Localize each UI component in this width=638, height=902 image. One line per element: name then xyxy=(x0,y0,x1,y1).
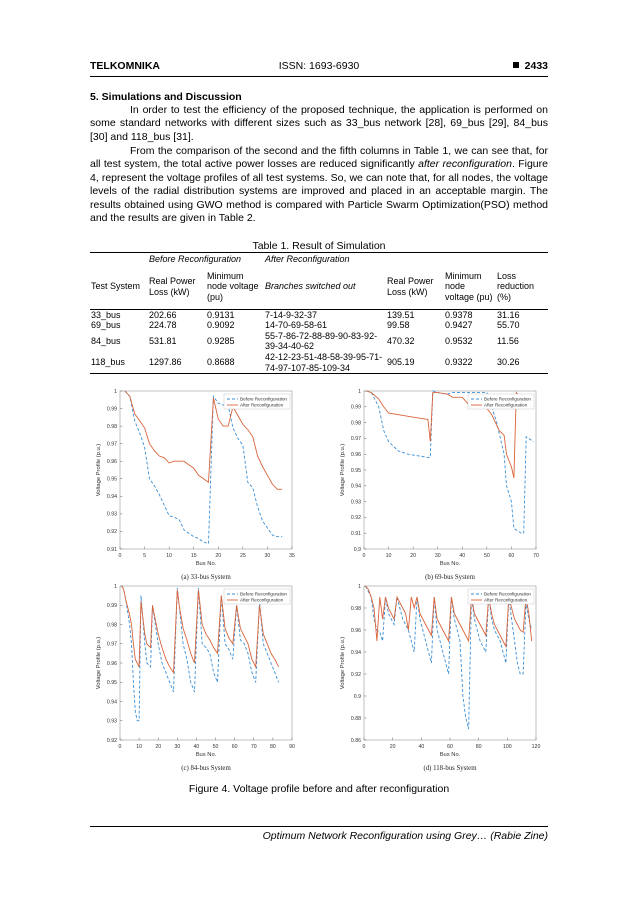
x-tick-label: 5 xyxy=(143,553,147,559)
panel-caption: (b) 69-bus System xyxy=(425,574,475,581)
page-number-block xyxy=(513,60,548,72)
x-tick-label: 10 xyxy=(385,553,392,559)
x-axis-label: Bus No. xyxy=(439,752,461,758)
x-tick-label: 0 xyxy=(118,744,122,750)
group-after: After Reconfiguration xyxy=(264,253,548,265)
y-tick-label: 0.96 xyxy=(350,452,361,458)
y-axis-label: Voltage Profile (p.u.) xyxy=(96,443,102,497)
y-axis-label: Voltage Profile (p.u.) xyxy=(340,443,346,497)
table-cell: 69_bus xyxy=(91,320,121,331)
x-tick-label: 40 xyxy=(418,744,425,750)
paragraph-1 xyxy=(90,104,548,144)
table-cell: 7-14-9-32-37 xyxy=(265,309,318,320)
table-group-row xyxy=(90,253,548,265)
chart-69-bus xyxy=(336,383,548,583)
table-cell: 0.9131 xyxy=(207,309,235,320)
table-cell: 531.81 xyxy=(149,336,177,347)
x-tick-label: 60 xyxy=(447,744,453,750)
column-header: Minimum node voltage (pu) xyxy=(206,265,264,310)
section-title: 5. Simulations and Discussion xyxy=(90,91,242,103)
table-cell: 11.56 xyxy=(497,336,519,347)
paragraph-2-text-b: . Figure 4, represent the voltage profiles of all test systems. So, we can note that, for all nodes, the voltage levels of the radial distribution systems are improved and placed in an acceptable margin. The results obtained using GWO method is compared with Particle Swarm Optimization(PSO) method and the results are given in Table 2. xyxy=(90,158,548,225)
chart-33-bus xyxy=(92,383,304,583)
y-tick-label: 0.92 xyxy=(350,671,361,678)
plot-frame xyxy=(364,391,536,549)
y-tick-label: 0.95 xyxy=(350,467,361,474)
legend-label: After Reconfiguration xyxy=(240,402,284,408)
y-tick-label: 1 xyxy=(358,583,361,590)
chart-84-bus-svg xyxy=(92,578,304,774)
y-tick-label: 1 xyxy=(114,583,117,590)
results-table xyxy=(90,252,548,374)
table-cell: 84_bus xyxy=(91,336,121,347)
column-header: Minimum node voltage (pu) xyxy=(444,265,496,310)
y-tick-label: 0.98 xyxy=(350,605,361,612)
chart-118-bus xyxy=(336,578,548,774)
x-tick-label: 60 xyxy=(231,744,238,750)
page-header xyxy=(90,60,548,77)
x-tick-label: 70 xyxy=(533,553,539,559)
table-cell: 0.9427 xyxy=(445,320,473,331)
y-tick-label: 0.99 xyxy=(350,404,361,411)
legend-label: After Reconfiguration xyxy=(484,597,528,603)
x-tick-label: 100 xyxy=(503,744,512,750)
table-header-row xyxy=(90,265,548,310)
journal-name: TELKOMNIKA xyxy=(90,60,160,72)
series-before-line xyxy=(125,391,282,544)
legend-label: Before Reconfiguration xyxy=(484,396,531,402)
figure-caption: Figure 4. Voltage profile before and after reconfiguration xyxy=(188,783,450,795)
y-tick-label: 0.92 xyxy=(350,515,361,522)
table-cell: 55-7-86-72-88-89-90-83-92-39-34-40-62 xyxy=(265,330,378,352)
footer-text: Optimum Network Reconfiguration using Grey… (Rabie Zine) xyxy=(262,830,548,842)
y-tick-label: 0.98 xyxy=(106,423,117,430)
x-tick-label: 30 xyxy=(434,553,441,559)
series-before-line xyxy=(365,586,531,729)
plot-frame xyxy=(120,586,292,740)
table-cell: 0.9322 xyxy=(444,352,496,374)
table-row xyxy=(90,309,548,320)
y-tick-label: 0.95 xyxy=(106,476,117,483)
y-tick-label: 0.96 xyxy=(106,459,117,466)
y-tick-label: 0.93 xyxy=(106,511,117,518)
y-tick-label: 0.93 xyxy=(106,718,117,725)
table-cell: 0.9092 xyxy=(207,320,235,331)
group-before: Before Reconfiguration xyxy=(148,253,264,265)
footer-rule xyxy=(90,826,548,827)
y-tick-label: 0.98 xyxy=(350,420,361,427)
y-tick-label: 0.95 xyxy=(106,680,117,687)
y-axis-label: Voltage Profile (p.u.) xyxy=(96,636,102,690)
legend-label: After Reconfiguration xyxy=(484,402,528,408)
x-axis-label: Bus No. xyxy=(195,752,217,758)
x-tick-label: 90 xyxy=(289,744,295,750)
y-tick-label: 0.97 xyxy=(106,441,117,448)
table-cell: 0.9532 xyxy=(445,336,473,347)
table-cell: 14-70-69-58-61 xyxy=(265,320,328,331)
table-cell: 0.8688 xyxy=(206,352,264,374)
y-tick-label: 0.91 xyxy=(106,546,117,553)
y-axis-label: Voltage Profile (p.u.) xyxy=(340,636,346,690)
table-row xyxy=(90,331,548,352)
column-header: Test System xyxy=(90,265,148,310)
x-tick-label: 20 xyxy=(410,553,417,559)
legend-label: After Reconfiguration xyxy=(240,597,284,603)
x-tick-label: 30 xyxy=(264,553,271,559)
y-tick-label: 1 xyxy=(358,388,361,395)
x-tick-label: 10 xyxy=(166,553,173,559)
table-cell: 0.9285 xyxy=(207,336,235,347)
y-tick-label: 0.88 xyxy=(350,715,361,722)
y-tick-label: 0.92 xyxy=(106,529,117,536)
table-cell: 0.9378 xyxy=(445,309,473,320)
y-tick-label: 0.96 xyxy=(350,627,361,634)
y-tick-label: 0.94 xyxy=(106,699,117,706)
legend-label: Before Reconfiguration xyxy=(240,591,287,597)
page-number: 2433 xyxy=(524,60,548,72)
panel-caption: (d) 118-bus System xyxy=(423,765,477,772)
x-tick-label: 0 xyxy=(362,744,366,750)
paragraph-2 xyxy=(90,145,548,225)
paragraph-2-text-a: From the comparison of the second and the fifth columns in Table 1, we can see that, for all test system, the total active power losses are reduced significantly xyxy=(90,145,548,171)
table-caption: Table 1. Result of Simulation xyxy=(252,240,386,252)
column-header: Real Power Loss (kW) xyxy=(386,265,444,310)
table-cell: 118_bus xyxy=(90,352,148,374)
table-row xyxy=(90,320,548,331)
issn: ISSN: 1693-6930 xyxy=(278,60,360,72)
y-tick-label: 0.99 xyxy=(106,406,117,413)
table-cell: 99.58 xyxy=(387,320,410,331)
x-tick-label: 20 xyxy=(155,744,162,750)
x-tick-label: 40 xyxy=(193,744,200,750)
paragraph-1-text: In order to test the efficiency of the proposed technique, the application is performed on some standard networks with different sizes such as 33_bus network [28], 69_bus [29], 84_bus [30] and 118_bus [31]. xyxy=(90,104,548,143)
table-cell: 202.66 xyxy=(149,309,177,320)
plot-frame xyxy=(120,391,292,549)
x-tick-label: 25 xyxy=(239,553,246,559)
chart-33-bus-svg xyxy=(92,383,304,583)
y-tick-label: 0.99 xyxy=(106,603,117,610)
x-tick-label: 30 xyxy=(174,744,181,750)
panel-caption: (a) 33-bus System xyxy=(181,574,231,581)
table-cell: 55.70 xyxy=(497,320,520,331)
x-tick-label: 40 xyxy=(459,553,466,559)
column-header: Loss reduction (%) xyxy=(496,265,548,310)
x-tick-label: 10 xyxy=(136,744,143,750)
y-tick-label: 0.97 xyxy=(350,436,361,443)
y-tick-label: 0.96 xyxy=(106,660,117,667)
table-cell: 905.19 xyxy=(386,352,444,374)
x-axis-label: Bus No. xyxy=(195,561,217,567)
y-tick-label: 0.9 xyxy=(353,693,361,700)
legend-label: Before Reconfiguration xyxy=(484,591,531,597)
x-tick-label: 35 xyxy=(289,553,295,559)
table-cell: 139.51 xyxy=(387,309,415,320)
x-tick-label: 80 xyxy=(475,744,482,750)
x-tick-label: 0 xyxy=(362,553,366,559)
table-cell: 224.78 xyxy=(149,320,177,331)
column-header: Real Power Loss (kW) xyxy=(148,265,206,310)
series-before-line xyxy=(367,391,534,533)
x-tick-label: 50 xyxy=(483,553,490,559)
table-cell: 33_bus xyxy=(91,309,121,320)
table-cell: 1297.86 xyxy=(148,352,206,374)
y-tick-label: 0.9 xyxy=(353,546,361,553)
chart-118-bus-svg xyxy=(336,578,548,774)
table-cell: 42-12-23-51-48-58-39-95-71-74-97-107-85-109-34 xyxy=(264,352,386,374)
chart-84-bus xyxy=(92,578,304,774)
x-axis-label: Bus No. xyxy=(439,561,461,567)
y-tick-label: 1 xyxy=(114,388,117,395)
x-tick-label: 70 xyxy=(250,744,257,750)
x-tick-label: 120 xyxy=(531,744,541,750)
table-cell: 31.16 xyxy=(497,309,520,320)
y-tick-label: 0.98 xyxy=(106,622,117,629)
x-tick-label: 20 xyxy=(389,744,396,750)
y-tick-label: 0.94 xyxy=(350,483,361,490)
y-tick-label: 0.86 xyxy=(350,737,361,744)
paragraph-2-emphasis: after reconfiguration xyxy=(418,158,512,171)
y-tick-label: 0.97 xyxy=(106,641,117,648)
x-tick-label: 50 xyxy=(212,744,219,750)
y-tick-label: 0.94 xyxy=(350,649,361,656)
y-tick-label: 0.92 xyxy=(106,737,117,744)
y-tick-label: 0.94 xyxy=(106,494,117,501)
square-bullet-icon xyxy=(513,62,519,68)
y-tick-label: 0.91 xyxy=(350,531,361,537)
table-cell: 30.26 xyxy=(496,352,548,374)
x-tick-label: 20 xyxy=(215,553,222,559)
x-tick-label: 60 xyxy=(508,553,515,559)
legend-label: Before Reconfiguration xyxy=(240,396,287,402)
table-row xyxy=(90,352,548,374)
y-tick-label: 0.93 xyxy=(350,499,361,506)
chart-69-bus-svg xyxy=(336,383,548,583)
table-cell: 470.32 xyxy=(387,336,415,347)
column-header: Branches switched out xyxy=(264,265,386,310)
x-tick-label: 80 xyxy=(269,744,276,750)
panel-caption: (c) 84-bus System xyxy=(181,765,231,772)
x-tick-label: 15 xyxy=(190,553,197,559)
x-tick-label: 0 xyxy=(118,553,122,559)
